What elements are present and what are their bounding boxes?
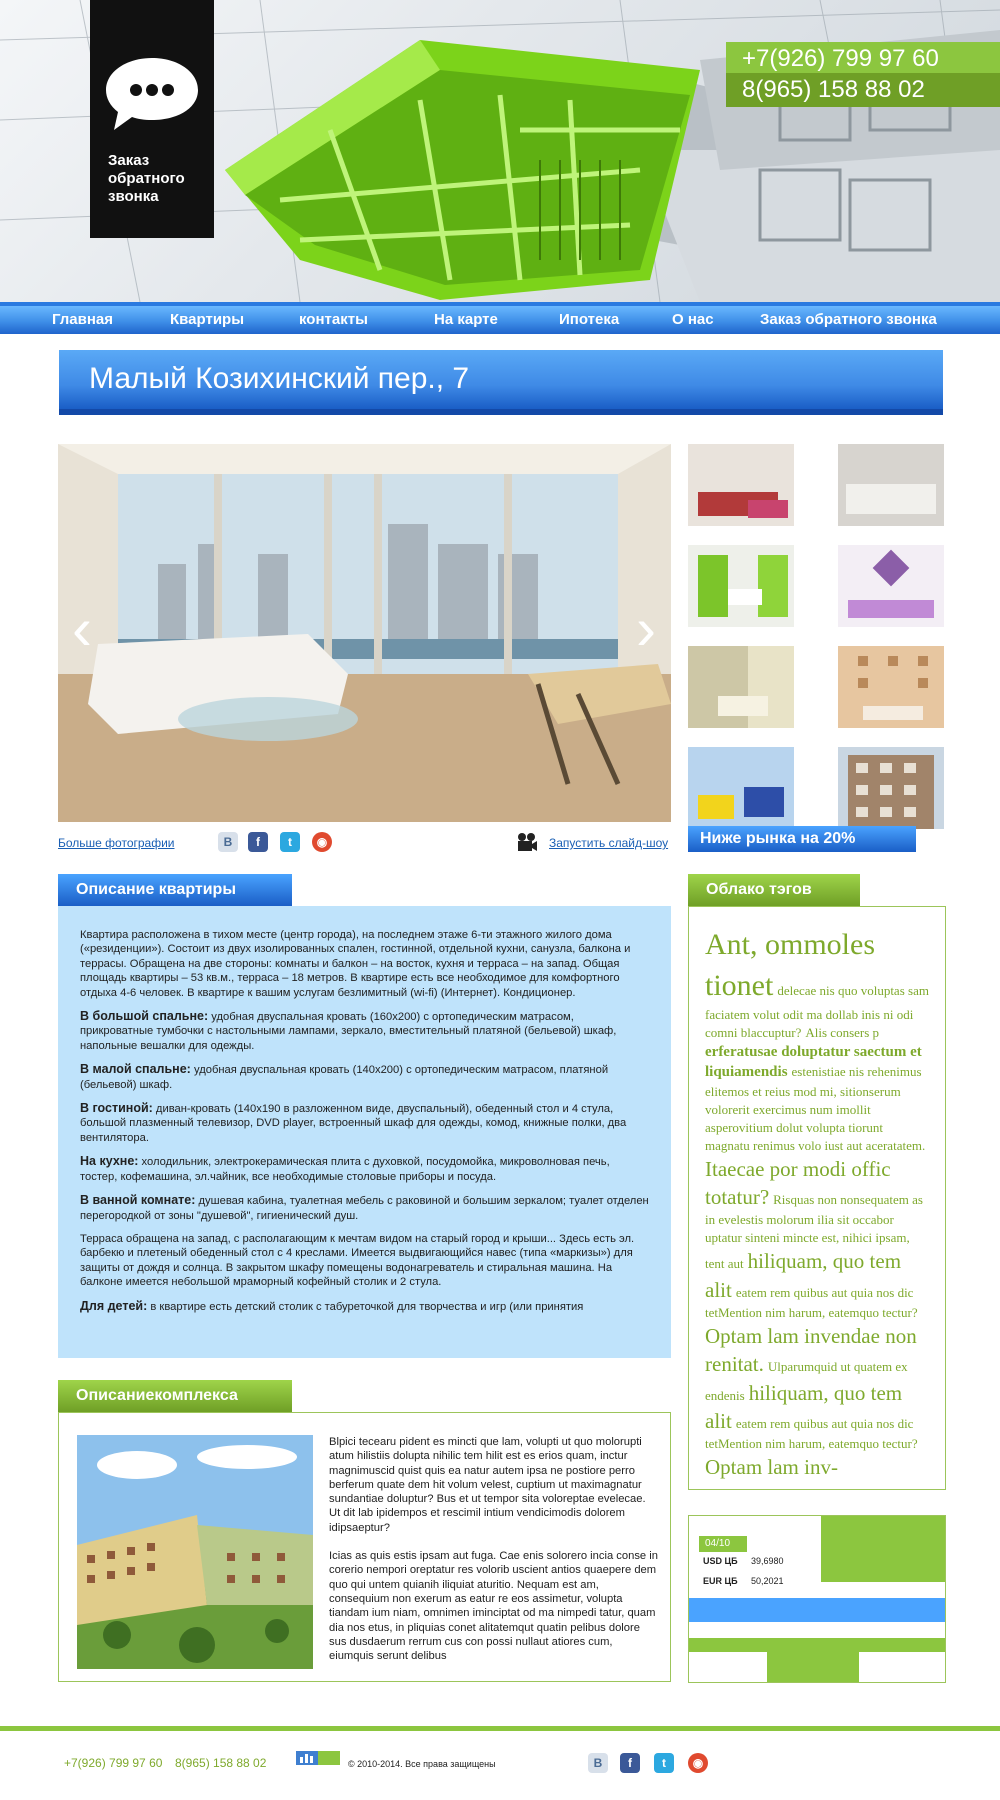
tag-cloud-item[interactable]: Optam lam inv- [705,1455,838,1480]
tag-cloud-item[interactable]: Ant, ommoles tionet [705,928,875,1002]
complex-panel [58,1412,671,1682]
vk-icon[interactable]: В [218,832,238,852]
chat-bubble-icon [104,56,200,132]
nav-item-callback[interactable]: Заказ обратного звонка [760,311,937,328]
thumbnail-6[interactable] [838,646,944,728]
tag-cloud-item[interactable]: Optam lam invendae non renitat. [705,1323,917,1377]
nav-item-about[interactable]: О нас [672,311,714,328]
tag-cloud-item[interactable]: Ulparumquid ut quatem ex endenis [705,1359,908,1403]
rate-usd-value: 39,6980 [751,1556,784,1566]
thumbnail-7[interactable] [688,747,794,829]
thumbnail-5[interactable] [688,646,794,728]
rates-date: 04/10 [699,1536,747,1552]
main-photo [58,444,671,822]
thumbnail-1[interactable] [688,444,794,526]
header-banner [0,0,1000,302]
tag-cloud-item[interactable]: Risquas non nonsequatem as in evelestis molorum ilia sit occabor uptatur sinteni mincte est, nihici ipsam, tent aut [705,1191,923,1272]
room-bathroom: В ванной комнате: душевая кабина, туалетная мебель с раковиной и большим зеркалом; туалет отделен перегородкой от зоны "душевой", гигиенический душ. [80,1193,649,1222]
tag-cloud [688,906,946,1490]
facebook-icon[interactable]: f [248,832,268,852]
thumbnail-8[interactable] [838,747,944,829]
thumbnail-3[interactable] [688,545,794,627]
footer-facebook-icon[interactable]: f [620,1753,640,1773]
nav-item-contacts[interactable]: контакты [299,311,368,328]
description-intro: Квартира расположена в тихом месте (центр города), на последнем этаже 6-ти этажного жилого дома («резиденции»). Состоит из двух изолированных спален, гостинной, отдельной кухни, санузла, балкона и террасы. Обращена на две стороны: комнаты и балкон – на восток, кухня и терраса – на запад. Общая площадь квартиры – 53 кв.м., терраса – 18 метров. В квартире есть все необходимое для комфортного отдыха 4-6 человек. В квартире к вашим услугам безлимитный (wi-fi) (Интернет). Кондиционер. [80,929,631,999]
callback-request-button[interactable] [90,0,214,238]
footer-phone-2[interactable]: 8(965) 158 88 02 [175,1756,267,1770]
footer-phone-1[interactable]: +7(926) 799 97 60 [64,1756,163,1770]
tag-cloud-item[interactable]: estenistiae nis rehenimus elitemos et reius mod mi, sitionserum volorerit exercimus num imollit asperovitium dolut volupta tiorunt magnatu renimus volo iust aut aceratatem. [705,1064,926,1153]
description-terrace: Терраса обращена на запад, с располагающим к мечтам видом на старый город и крыши... Здесь есть эл. барбекю и плетеный обеденный стол с 4 креслами. Имеется выдвигающийся навес (типа «маркизы») для защиты от дождя и солнца. В закрытом шкафу помещены водонагреватель и стиральная машина. На балконе имеется небольшой мраморный кофейный столик и 2 стула. [80,1232,635,1289]
slideshow-link[interactable]: Запустить слайд-шоу [549,836,669,850]
chrome-icon[interactable]: ◉ [312,832,332,852]
thumbnail-2[interactable] [838,444,944,526]
gallery-links-row [58,832,671,854]
main-navigation [0,302,1000,334]
room-small-bedroom: В малой спальне: удобная двуспальная кровать (140х200) с ортопедическим матрасом, платяной (бельевой) шкаф. [80,1062,609,1091]
complex-paragraph-1: Blpici tecearu pident es mincti que lam, volupti ut quo molorupti atum hilistiis dolupta nihilic tem hilit est es erios quam, inctur magnimuscid quist quis ea natur autem ipsa ne postiore perro berferum quate dem hit volum velest, cuptium ut maximagnatur sundantiae doluptur? Bus et ut tempor sita voloreptae evelecae. Ut dit lab ipidempos et rescimil intium vendicimodis dolorem idipsaeptur? [329,1436,646,1534]
twitter-icon[interactable]: t [280,832,300,852]
living-room-photo [58,444,671,822]
tag-cloud-item[interactable]: eatem rem quibus aut quia nos dic tetMention nim harum, eatemquo tectur? [705,1415,918,1452]
complex-text [329,1435,659,1663]
rate-eur-label: EUR ЦБ [703,1576,738,1586]
tag-cloud-tab: Облако тэгов [688,874,860,906]
description-kids: Для детей: в квартире есть детский столик с табуреточкой для творчества и игр (или принятия [80,1298,584,1313]
copyright: © 2010-2014. Все права защищены [348,1759,496,1769]
footer-chrome-icon[interactable]: ◉ [688,1753,708,1773]
counter-badge-icon [296,1751,340,1765]
room-living-room: В гостиной: диван-кровать (140х190 в разложенном виде, двуспальный), обеденный стол и 4 стула, большой плазменный телевизор, DVD player, встроенный шкаф для одежды, комод, книжные полки, два вентилятора. [80,1101,627,1144]
nav-item-mortgage[interactable]: Ипотека [559,311,620,328]
footer-twitter-icon[interactable]: t [654,1753,674,1773]
room-kitchen: На кухне: холодильник, электрокерамическая плита с духовкой, посудомойка, микроволновая печь, тостер, кофемашина, эл.чайник, все необходимые столовые приборы и посуда. [80,1154,610,1183]
tag-cloud-item[interactable]: hiliquam, quo tem alit [705,1380,903,1433]
tag-cloud-item[interactable]: Alis consers p [805,1025,880,1040]
phone-number-1[interactable]: +7(926) 799 97 60 [726,42,1000,76]
description-panel [58,906,671,1358]
tag-cloud-item[interactable]: hiliquam, quo tem alit [705,1249,902,1302]
complex-photo [77,1435,313,1669]
title-bar [59,350,943,415]
nav-item-home[interactable]: Главная [52,311,114,328]
page-title: Малый Козихинский пер., 7 [89,362,470,395]
tag-cloud-item[interactable]: delecae nis quo voluptas sam faciatem volut odit ma dollab inis ni odi comni blaccuptur? [705,982,929,1040]
prev-photo-arrow[interactable]: ‹ [72,595,92,662]
thumbnail-4[interactable] [838,545,944,627]
callback-label: Заказ обратного звонка [108,152,185,205]
tag-cloud-item[interactable]: eatem rem quibus aut quia nos dic tetMention nim harum, eatemquo tectur? [705,1284,918,1320]
currency-rates-widget [688,1515,946,1683]
complex-tab: Описаниекомплекса [58,1380,292,1412]
tag-cloud-item[interactable]: Itaecae por modi offic totatur? [705,1156,891,1209]
footer [0,1731,1000,1800]
nav-item-apartments[interactable]: Квартиры [170,311,245,328]
bigger-photos-link[interactable]: Больше фотографии [58,836,175,850]
footer-vk-icon[interactable]: В [588,1753,608,1773]
tag-cloud-item[interactable]: erferatusae doluptatur saectum et liquiamendis [705,1044,922,1081]
next-photo-arrow[interactable]: › [636,595,656,662]
phone-number-2[interactable]: 8(965) 158 88 02 [726,73,1000,107]
film-camera-icon [516,832,538,852]
rate-eur-value: 50,2021 [751,1576,784,1586]
description-tab: Описание квартиры [58,874,292,906]
room-large-bedroom: В большой спальне: удобная двуспальная кровать (160х200) с ортопедическим матрасом, прикроватные тумбочки с настольными лампами, зеркало, вместительный платяной (бельевой) шкаф, напольные вешалки для одежды. [80,1009,617,1052]
rate-usd-label: USD ЦБ [703,1556,738,1566]
nav-item-map[interactable]: На карте [434,311,498,328]
complex-paragraph-2: Icias as quis estis ipsam aut fuga. Cae enis solorero incia conse in corerio nempori oreptatur res volorib uscient antios quaepere dem quo qui untem quianih iliquiat aturitio. Nequam est am, consequium non exerum as eatur re eos assimetur, volupta tiandam ium niam, omnimen iminciptat od ma nimpedi tatur, quam dia nos etus, in pliquias conet alitatemqut quatin pelibus dolore sus dusdaerum rerrum cus con possi nullaut atiores cum, eiumquis serunt delibus [329,1550,658,1663]
below-market-badge: Ниже рынка на 20% [688,826,916,852]
